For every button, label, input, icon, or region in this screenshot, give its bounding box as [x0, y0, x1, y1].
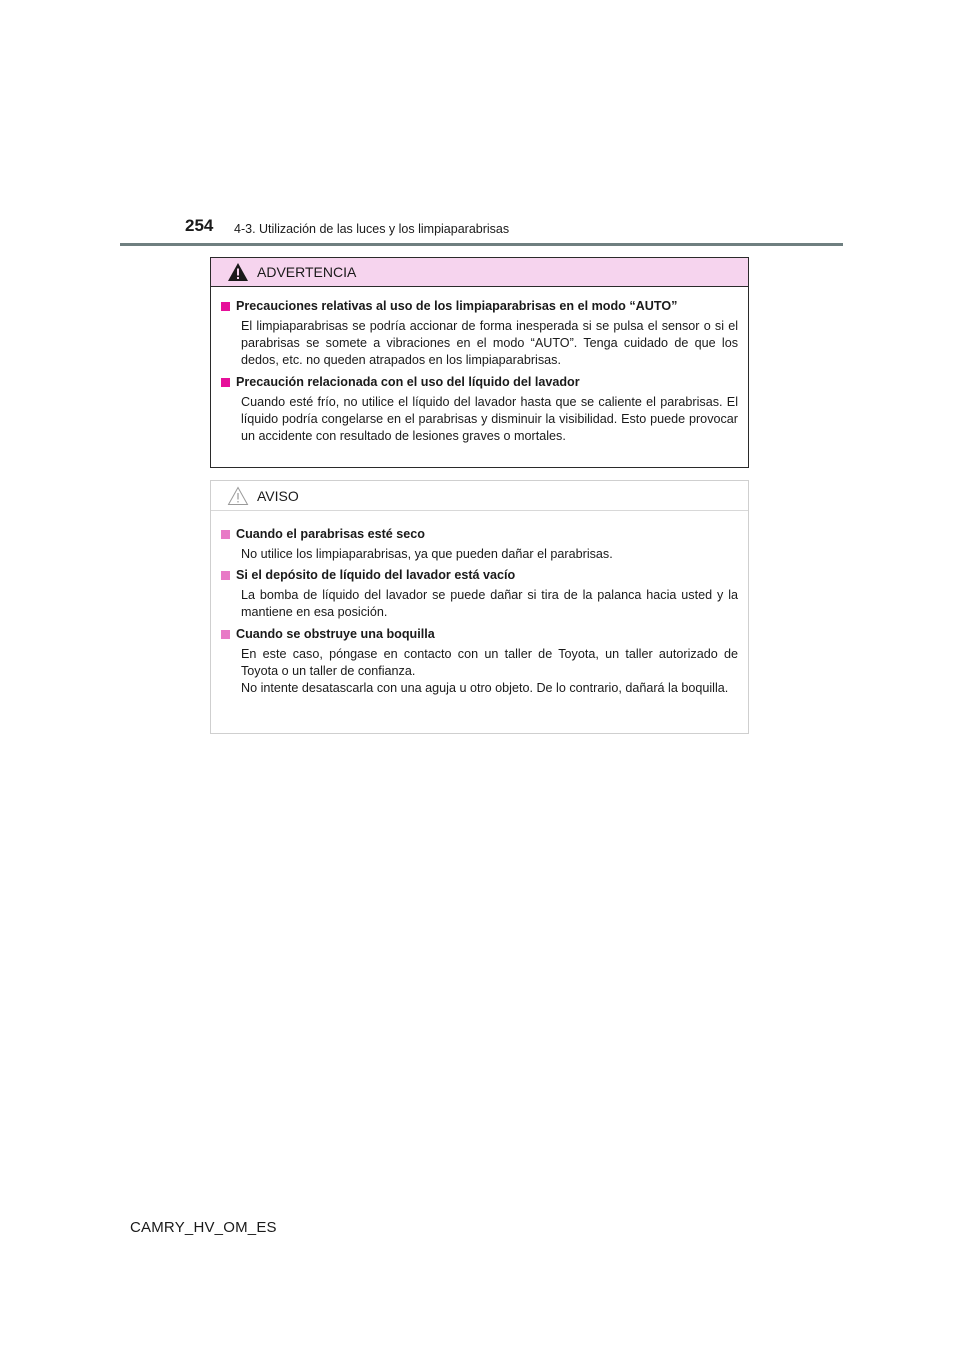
- warning-triangle-outline-icon: [227, 486, 249, 506]
- warning-item-title: [221, 373, 738, 392]
- warning-item-text: El limpiaparabrisas se podría accionar de forma inesperada si se pulsa el sensor o si el parabrisas se somete a vibraciones en el modo “AUTO”. Tenga cuidado de que los dedos, etc. no queden atrapados en los limpiaparabrisas.: [241, 319, 738, 368]
- notice-item-text: No intente desatascarla con una aguja u otro objeto. De lo contrario, dañará la boquilla.: [241, 681, 729, 696]
- warning-title: ADVERTENCIA: [257, 264, 357, 280]
- notice-item-text: En este caso, póngase en contacto con un taller de Toyota, un taller autorizado de Toyota o un taller de confianza.: [241, 646, 738, 678]
- warning-item-title-text: Precauciones relativas al uso de los limpiaparabrisas en el modo “AUTO”: [236, 299, 678, 313]
- notice-item-title: [221, 566, 738, 585]
- square-bullet-icon: [221, 530, 230, 539]
- header-rule: [120, 243, 843, 246]
- document-code: CAMRY_HV_OM_ES: [130, 1219, 277, 1236]
- notice-item-title-text: Si el depósito de líquido del lavador está vacío: [236, 568, 516, 583]
- page-number: 254: [185, 216, 214, 235]
- warning-item-title-text: Precaución relacionada con el uso del líquido del lavador: [236, 374, 580, 389]
- warning-box: [210, 257, 749, 468]
- notice-item-title: [221, 525, 738, 544]
- notice-item-title: [221, 625, 738, 644]
- warning-item-text: Cuando esté frío, no utilice el líquido del lavador hasta que se caliente el parabrisas. El líquido podría congelarse en el parabrisas y disminuir la visibilidad. Esto puede provocar un accidente con resultado de lesiones graves o mortales.: [241, 394, 738, 444]
- warning-triangle-filled-icon: [227, 262, 249, 282]
- notice-item-text: No utilice los limpiaparabrisas, ya que pueden dañar el parabrisas.: [241, 547, 613, 561]
- notice-item-title-text: Cuando se obstruye una boquilla: [236, 626, 435, 641]
- notice-body: [211, 511, 748, 697]
- square-bullet-icon: [221, 571, 230, 580]
- warning-header: [211, 258, 748, 287]
- section-title: 4-3. Utilización de las luces y los limpiaparabrisas: [234, 222, 510, 236]
- notice-box: [210, 480, 749, 734]
- notice-header: [211, 481, 748, 511]
- notice-item-title-text: Cuando el parabrisas esté seco: [236, 527, 425, 541]
- square-bullet-icon: [221, 302, 230, 311]
- notice-item-text: La bomba de líquido del lavador se puede dañar si tira de la palanca hacia usted y la mantiene en esa posición.: [241, 588, 738, 620]
- warning-item-title: [221, 297, 738, 316]
- warning-body: [211, 287, 748, 445]
- square-bullet-icon: [221, 630, 230, 639]
- notice-title: AVISO: [257, 487, 299, 504]
- square-bullet-icon: [221, 378, 230, 387]
